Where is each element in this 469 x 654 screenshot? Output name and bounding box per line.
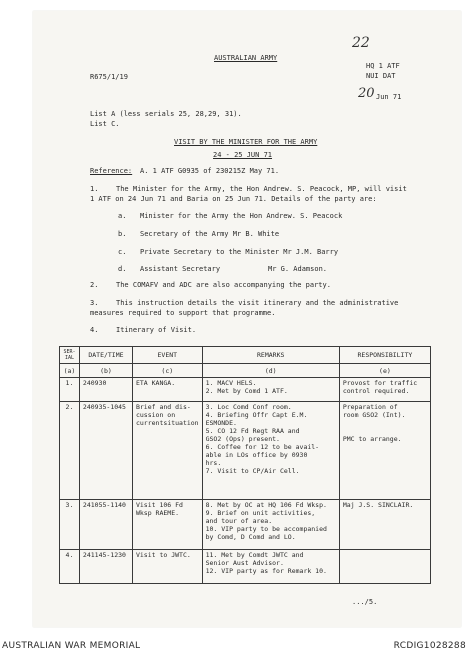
cell-remarks-line: 7. Visit to CP/Air Cell.: [205, 467, 300, 475]
cell-serial: 4.: [60, 550, 80, 584]
footer-institution: AUSTRALIAN WAR MEMORIAL: [2, 641, 141, 651]
handwritten-page-number: 22: [352, 35, 370, 51]
subheader-cell: (c): [132, 364, 202, 378]
header-date-time: DATE/TIME: [79, 347, 132, 364]
cell-remarks-line: Senior Aust Advisor.: [205, 559, 284, 567]
distribution-line-2: List C.: [90, 120, 120, 128]
cell-date-time: 241145-1230: [79, 550, 132, 584]
cell-event-line: cussion on: [135, 411, 176, 419]
table-row: [60, 500, 431, 550]
party-item-letter: a.: [118, 212, 127, 220]
cell-responsibility-line: control required.: [342, 387, 410, 395]
cell-event: [132, 378, 202, 402]
cell-remarks: [202, 550, 339, 584]
party-item-text: Secretary of the Army Mr B. White: [140, 230, 280, 238]
cell-remarks-line: by Comd, D Comd and LO.: [205, 533, 296, 541]
paragraph-3-line-1: This instruction details the visit itinerary and the administrative: [116, 299, 399, 307]
table-header-row: [60, 347, 431, 364]
table-row: [60, 402, 431, 500]
document-title-dates: 24 - 25 JUN 71: [213, 151, 273, 159]
party-item-letter: c.: [118, 248, 127, 256]
cell-responsibility-line: PMC to arrange.: [342, 435, 402, 443]
cell-remarks-line: 4. Briefing Offr Capt E.M.: [205, 411, 308, 419]
cell-remarks-line: GSO2 (Ops) present.: [205, 435, 280, 443]
cell-responsibility-line: Preparation of: [342, 403, 398, 411]
party-item-letter: d.: [118, 265, 127, 273]
paragraph-2-text: The COMAFV and ADC are also accompanying the party.: [116, 281, 331, 289]
cell-remarks-line: able in LOs office by 0930: [205, 451, 308, 459]
reference-label: Reference:: [90, 167, 133, 175]
table-row: [60, 550, 431, 584]
cell-remarks-line: 6. Coffee for 12 to be avail-: [205, 443, 320, 451]
cell-responsibility-line: Provost for traffic: [342, 379, 418, 387]
party-item-name: Mr G. Adamson.: [268, 265, 328, 273]
cell-remarks-line: and tour of area.: [205, 517, 273, 525]
cell-date-time: 240930: [79, 378, 132, 402]
cell-responsibility-line: room GSO2 (Int).: [342, 411, 406, 419]
cell-event-line: Visit 106 Fd: [135, 501, 183, 509]
subheader-cell: (a): [60, 364, 80, 378]
cell-event-line: ETA KANGA.: [135, 379, 176, 387]
paragraph-1-line-1: The Minister for the Army, the Hon Andrew. S. Peacock, MP, will visit: [116, 185, 407, 193]
subheader-cell: (e): [339, 364, 430, 378]
cell-remarks-line: 10. VIP party to be accompanied: [205, 525, 327, 533]
cell-serial: 2.: [60, 402, 80, 500]
reference-text: A. 1 ATF G0935 of 230215Z May 71.: [140, 167, 280, 175]
paragraph-1-line-2: 1 ATF on 24 Jun 71 and Baria on 25 Jun 71. Details of the party are:: [90, 195, 377, 203]
cell-responsibility-line: Maj J.S. SINCLAIR.: [342, 501, 414, 509]
cell-remarks-line: 11. Met by Comdt JWTC and: [205, 551, 304, 559]
cell-date-time: 240935-1045: [79, 402, 132, 500]
cell-event-line: Wksp RAEME.: [135, 509, 180, 517]
typed-date: Jun 71: [376, 93, 402, 101]
cell-responsibility-line: [343, 419, 427, 427]
cell-event: [132, 402, 202, 500]
cell-remarks-line: 12. VIP party as for Remark 10.: [205, 567, 327, 575]
paragraph-4-text: Itinerary of Visit.: [116, 326, 197, 334]
header-serial: SER-IAL: [60, 347, 80, 364]
cell-event-line: currentsituation: [135, 419, 199, 427]
organisation-heading: AUSTRALIAN ARMY: [214, 54, 278, 62]
cell-responsibility: [339, 550, 430, 584]
cell-remarks-line: 5. CO 12 Fd Regt RAA and: [205, 427, 300, 435]
cell-responsibility: [339, 402, 430, 500]
continuation-marker: .../5.: [352, 598, 378, 606]
cell-remarks-line: 8. Met by OC at HQ 106 Fd Wksp.: [205, 501, 327, 509]
header-event: EVENT: [132, 347, 202, 364]
footer-record-id: RCDIG1028288: [393, 641, 466, 651]
paragraph-3-number: 3.: [90, 299, 99, 307]
cell-event: [132, 500, 202, 550]
paragraph-1-number: 1.: [90, 185, 99, 193]
cell-date-time: 241055-1140: [79, 500, 132, 550]
cell-event-line: Visit to JWTC.: [135, 551, 191, 559]
cell-remarks: [202, 500, 339, 550]
paragraph-2-number: 2.: [90, 281, 99, 289]
hq-line-1: HQ 1 ATF: [366, 62, 400, 70]
cell-serial: 3.: [60, 500, 80, 550]
cell-remarks-line: hrs.: [205, 459, 222, 467]
archive-footer: [0, 630, 469, 654]
cell-remarks-line: 9. Brief on unit activities,: [205, 509, 316, 517]
party-item-letter: b.: [118, 230, 127, 238]
cell-serial: 1.: [60, 378, 80, 402]
distribution-line-1: List A (less serials 25, 28,29, 31).: [90, 110, 242, 118]
handwritten-date: 20: [358, 86, 375, 101]
cell-remarks: [202, 378, 339, 402]
cell-responsibility: [339, 500, 430, 550]
party-item-text: Minister for the Army the Hon Andrew. S. Peacock: [140, 212, 343, 220]
header-responsibility: RESPONSIBILITY: [339, 347, 430, 364]
itinerary-table: [59, 346, 431, 584]
file-reference: R675/1/19: [90, 73, 128, 81]
subheader-cell: (b): [79, 364, 132, 378]
cell-responsibility: [339, 378, 430, 402]
paragraph-4-number: 4.: [90, 326, 99, 334]
cell-remarks-line: ESMONDE.: [205, 419, 237, 427]
paragraph-3-line-2: measures required to support that programme.: [90, 309, 276, 317]
table-row: [60, 378, 431, 402]
cell-event: [132, 550, 202, 584]
cell-remarks-line: 3. Loc Comd Conf room.: [205, 403, 292, 411]
subheader-cell: (d): [202, 364, 339, 378]
cell-remarks-line: 1. MACV HELS.: [205, 379, 257, 387]
cell-responsibility-line: [343, 427, 427, 435]
table-subheader-row: [60, 364, 431, 378]
cell-remarks-line: 2. Met by Comd 1 ATF.: [205, 387, 288, 395]
table-body: [60, 378, 431, 584]
cell-remarks: [202, 402, 339, 500]
document-title: VISIT BY THE MINISTER FOR THE ARMY: [174, 138, 318, 146]
cell-event-line: Brief and dis-: [135, 403, 191, 411]
hq-line-2: NUI DAT: [366, 72, 396, 80]
header-remarks: REMARKS: [202, 347, 339, 364]
party-item-text: Assistant Secretary: [140, 265, 221, 273]
party-item-text: Private Secretary to the Minister Mr J.M. Barry: [140, 248, 339, 256]
